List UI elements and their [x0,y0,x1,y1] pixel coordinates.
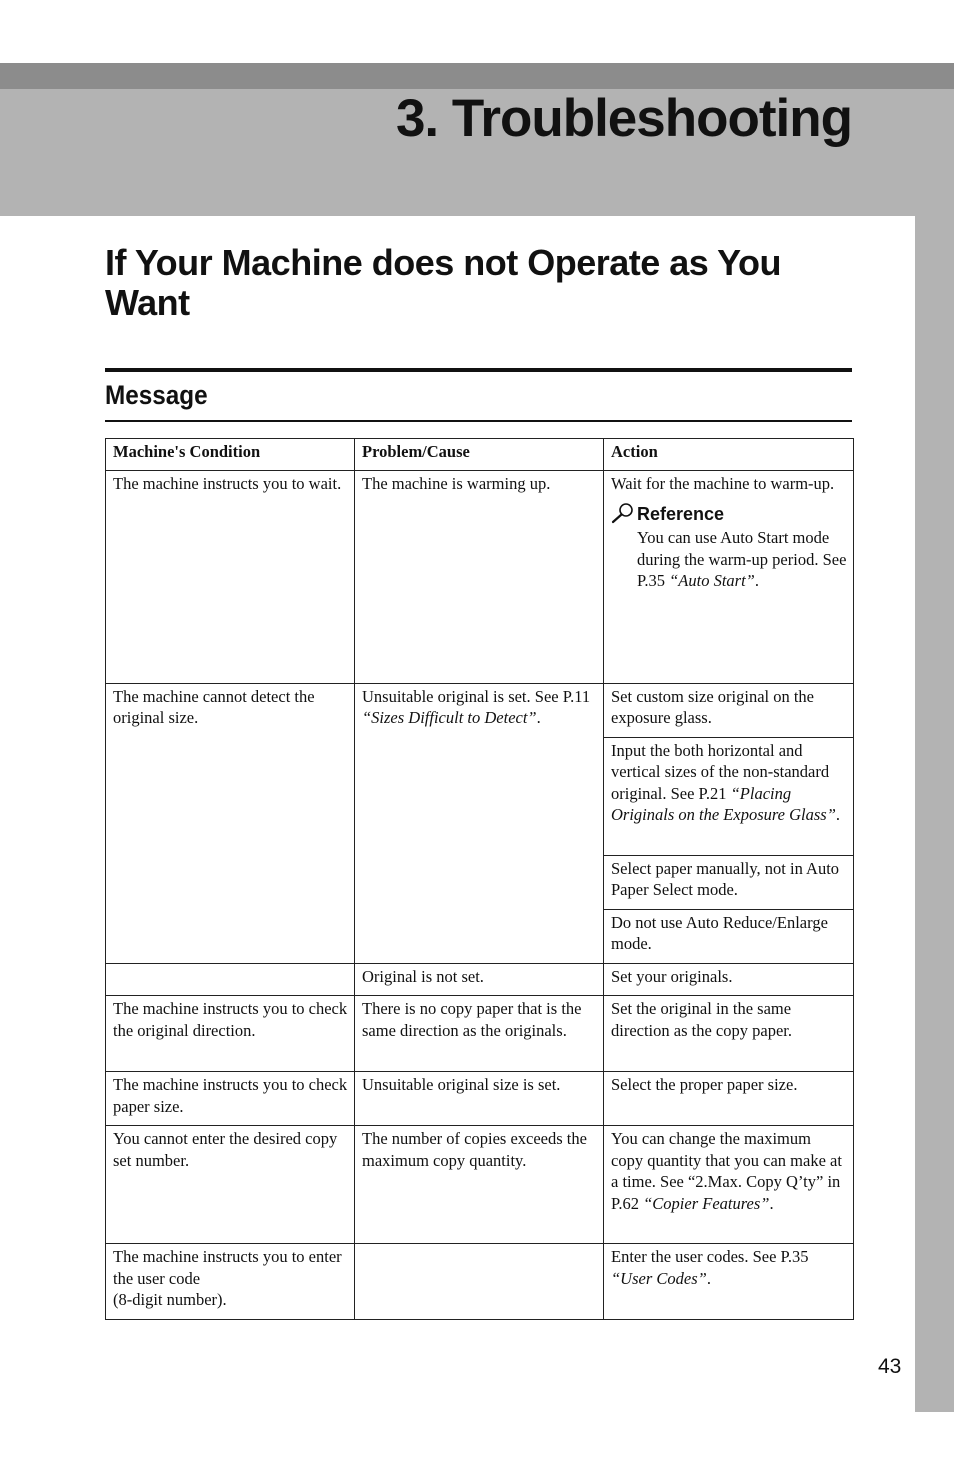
header-cause: Problem/Cause [355,439,604,471]
action-link[interactable]: “Copier Features” [643,1193,770,1213]
subsection-rule [105,420,852,422]
action-cell: Set the original in the same direction as the copy paper. [604,996,854,1072]
action-link[interactable]: “User Codes” [611,1268,707,1288]
header-dark-strip [0,63,954,89]
action-cell: Set custom size original on the exposure glass. [604,683,854,737]
section-title: If Your Machine does not Operate as You Want [105,242,781,323]
action-cell: Select the proper paper size. [604,1072,854,1126]
table-row [106,1244,854,1320]
section-rule [105,368,852,372]
table-row [106,470,854,683]
header-action: Action [604,439,854,471]
message-table [105,438,854,1320]
magnifier-icon [611,502,635,524]
page-number: 43 [878,1355,902,1378]
condition-cell: The machine instructs you to check paper size. [106,1072,355,1126]
reference-heading [611,502,847,524]
condition-cell: You cannot enter the desired copy set number. [106,1126,355,1244]
cause-cell: Unsuitable original size is set. [355,1072,604,1126]
subsection-title: Message [105,380,208,410]
action-cell: Select paper manually, not in Auto Paper Select mode. [604,855,854,909]
condition-cell: The machine instructs you to wait. [106,470,355,683]
side-thumb-band [915,216,954,1412]
reference-block [611,502,847,592]
table-row [106,996,854,1072]
table-row [106,683,854,737]
cause-cell: Unsuitable original is set. See P.11 “Sizes Difficult to Detect”. [355,683,604,963]
table-row [106,1072,854,1126]
header-condition: Machine's Condition [106,439,355,471]
action-cell [604,470,854,683]
chapter-title: 3. Troubleshooting [395,89,852,148]
cause-cell: The machine is warming up. [355,470,604,683]
cause-cell: The number of copies exceeds the maximum copy quantity. [355,1126,604,1244]
cause-link[interactable]: “Sizes Difficult to Detect” [362,708,537,727]
action-cell: Set your originals. [604,963,854,996]
action-cell: Enter the user codes. See P.35 “User Codes”. [604,1244,854,1320]
condition-cell: The machine instructs you to check the original direction. [106,996,355,1072]
action-text: Wait for the machine to warm-up. [611,473,835,493]
condition-cell: The machine instructs you to enter the user code (8-digit number). [106,1244,355,1320]
table-header-row [106,439,854,471]
reference-label: Reference [637,504,725,524]
action-cell: Input the both horizontal and vertical sizes of the non-standard original. See P.21 “Placing Originals on the Exposure Glass”. [604,737,854,855]
table-row [106,1126,854,1244]
condition-cell-continued [106,963,355,996]
reference-body: You can use Auto Start mode during the warm-up period. See P.35 “Auto Start”. [637,528,847,590]
table-row [106,963,854,996]
action-cell: You can change the maximum copy quantity that you can make at a time. See “2.Max. Copy Q’ty” in P.62 “Copier Features”. [604,1126,854,1244]
cause-cell: Original is not set. [355,963,604,996]
action-link[interactable]: “Placing Originals on the Exposure Glass” [611,783,836,824]
action-cell: Do not use Auto Reduce/Enlarge mode. [604,909,854,963]
cause-cell [355,1244,604,1320]
cause-cell: There is no copy paper that is the same direction as the originals. [355,996,604,1072]
condition-cell: The machine cannot detect the original size. [106,683,355,963]
reference-link[interactable]: “Auto Start” [669,571,755,590]
